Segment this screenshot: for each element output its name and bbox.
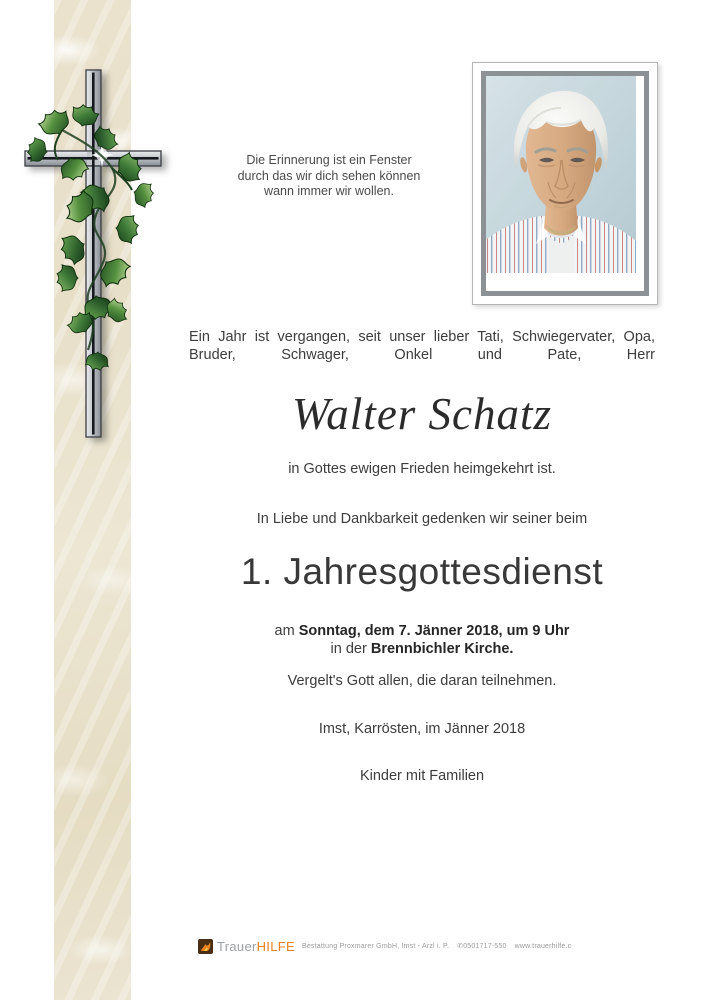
remembrance-line: In Liebe und Dankbarkeit gedenken wir seiner beim (256, 511, 588, 527)
location-prefix: in der (330, 641, 371, 657)
service-date-line (189, 623, 655, 639)
brand-part1: Trauer (217, 938, 257, 954)
service-location-line (189, 641, 655, 657)
brand-name (217, 939, 295, 954)
memorial-quote (228, 153, 430, 200)
trauerhilfe-logo-icon (198, 939, 213, 954)
cross-with-ivy-icon (0, 0, 200, 470)
portrait-photo-frame (472, 62, 658, 305)
mourners-line: Kinder mit Familien (359, 768, 485, 784)
intro-paragraph: Ein Jahr ist vergangen, seit unser lieber Tati, Schwiegervater, Opa, Bruder, Schwager, Onkel und Pate, Herr (189, 329, 655, 363)
phone-number: 0501717-550 (463, 943, 507, 950)
deceased-name: Walter Schatz (291, 389, 553, 439)
service-date: Sonntag, dem 7. Jänner 2018, um 9 Uhr (298, 623, 570, 639)
portrait-photo (481, 71, 649, 296)
phone-icon: ✆ (457, 943, 464, 950)
website-text: www.trauerhilfe.c (514, 943, 572, 950)
footer-info (302, 942, 571, 950)
company-info: Bestattung Proxmarer GmbH, Imst - Arzl i. P. (301, 943, 450, 950)
footer (198, 935, 678, 957)
thanks-line: Vergelt's Gott allen, die daran teilnehmen. (287, 673, 557, 689)
returned-line: in Gottes ewigen Frieden heimgekehrt ist. (288, 461, 556, 477)
quote-line: Die Erinnerung ist ein Fenster (246, 153, 412, 167)
service-title: 1. Jahresgottesdienst (240, 551, 604, 592)
date-prefix: am (274, 623, 299, 639)
quote-line: wann immer wir wollen. (264, 184, 394, 198)
service-location: Brennbichler Kirche. (370, 641, 514, 657)
brand-part2: HILFE (256, 938, 295, 954)
quote-line: durch das wir dich sehen können (237, 168, 421, 183)
place-date-line: Imst, Karrösten, im Jänner 2018 (318, 721, 526, 737)
